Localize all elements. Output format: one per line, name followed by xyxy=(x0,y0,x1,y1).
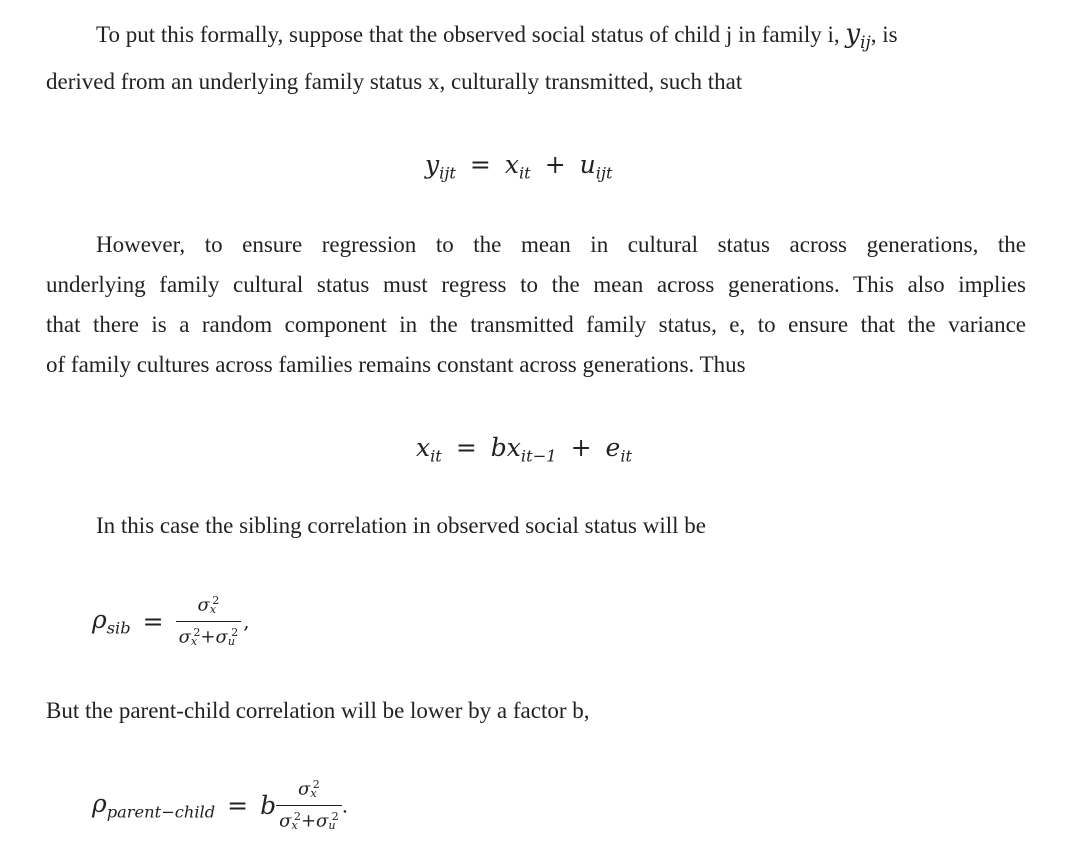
equation-sibling-correlation xyxy=(92,590,250,653)
eq1-lhs: $y_{ijt}$ xyxy=(425,150,456,183)
eq2-term-bx: $bx_{it-1}$ xyxy=(490,433,557,466)
eq3-denominator: $\sigma x^2+\sigma u^2$ xyxy=(178,625,239,648)
paragraph-intro xyxy=(46,14,1026,102)
eq3-lhs: $\rho_{sib}$ xyxy=(92,605,131,638)
paragraph-intro-line-2: derived from an underlying family status x, culturally transmitted, such that xyxy=(46,68,743,94)
paragraph-regression-line-2: underlying family cultural status must regress to the mean across generations. This also implies xyxy=(46,272,1026,297)
paragraph-parent-child-line-1: But the parent-child correlation will be lower by a factor b, xyxy=(46,698,590,723)
paragraph-regression xyxy=(46,225,1026,385)
eq4-lhs: $\rho_{parent-child}$ xyxy=(92,789,216,822)
equation-observed-status xyxy=(425,150,613,183)
paragraph-sibling xyxy=(46,506,1026,546)
equation-family-status xyxy=(416,433,632,466)
eq1-equals: = xyxy=(469,150,491,179)
eq2-lhs: $x_{it}$ xyxy=(416,433,442,466)
eq3-numerator: $\sigma x^2$ xyxy=(176,590,242,622)
eq4-equals: = xyxy=(227,790,249,820)
eq4-fraction xyxy=(276,774,342,837)
eq4-period: . xyxy=(341,793,349,818)
eq3-comma: , xyxy=(243,609,250,634)
paragraph-regression-line-3: that there is a random component in the transmitted family status, e, to ensure that the variance xyxy=(46,312,1026,337)
eq4-denominator: $\sigma x^2+\sigma u^2$ xyxy=(279,809,339,832)
eq2-term-e: $e_{it}$ xyxy=(605,433,633,466)
eq1-plus: + xyxy=(544,150,566,179)
eq2-plus: + xyxy=(570,433,592,462)
equation-parent-child-correlation xyxy=(92,774,348,837)
paragraph-intro-line-1: To put this formally, suppose that the observed social status of child j in family i, $y_{ij}$, is xyxy=(96,19,898,52)
paragraph-sibling-line-1: In this case the sibling correlation in observed social status will be xyxy=(96,513,706,538)
eq1-term-x: $x_{it}$ xyxy=(504,150,531,183)
inline-var-yij: $y_{ij}$ xyxy=(845,19,871,52)
eq3-fraction xyxy=(176,590,242,653)
paragraph-regression-line-1: However, to ensure regression to the mean in cultural status across generations, the xyxy=(96,232,1026,257)
eq1-term-u: $u_{ijt}$ xyxy=(579,150,613,183)
eq3-equals: = xyxy=(142,606,164,636)
eq2-equals: = xyxy=(455,433,477,462)
paragraph-parent-child xyxy=(46,691,1026,731)
eq4-coef-b: b xyxy=(260,790,277,820)
paragraph-regression-line-4: of family cultures across families remains constant across generations. Thus xyxy=(46,352,746,377)
eq4-numerator: $\sigma x^2$ xyxy=(276,774,342,806)
